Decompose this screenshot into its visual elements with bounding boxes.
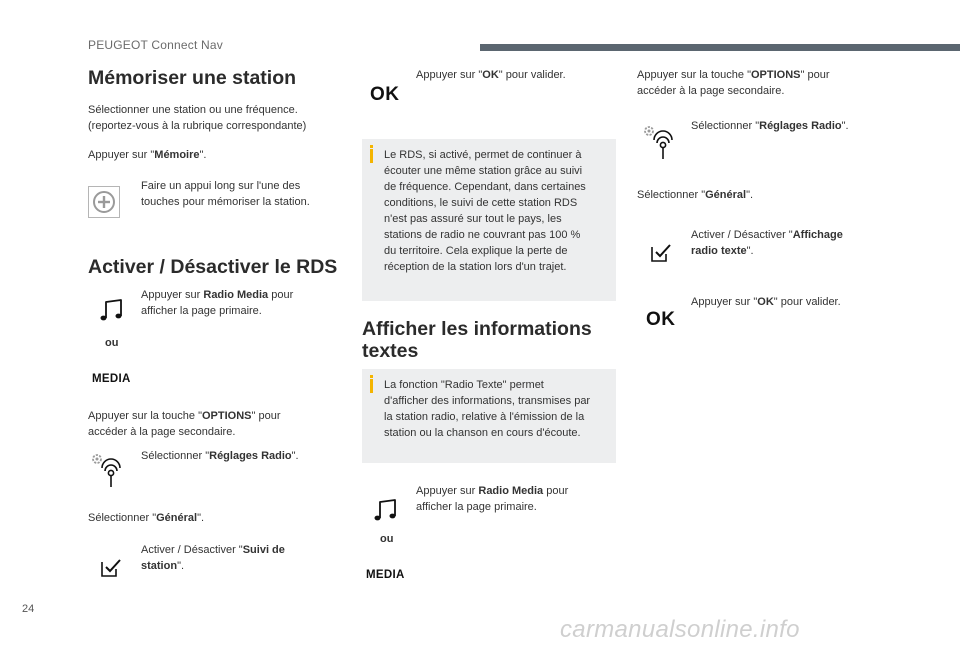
text: ".: [746, 245, 754, 257]
music-note-icon: [374, 498, 400, 522]
music-note-icon: [100, 298, 126, 322]
info-line: de fréquence. Cependant, dans certaines: [384, 181, 586, 193]
text: Appuyer sur ": [691, 296, 758, 308]
text: " pour valider.: [498, 69, 566, 81]
text-bold: Radio Media: [203, 289, 269, 301]
paragraph-line: Sélectionner une station ou une fréquence.: [88, 104, 298, 116]
text: ".: [177, 560, 185, 572]
text: Activer / Désactiver ": [691, 229, 793, 241]
text-bold: OK: [757, 296, 774, 308]
media-button-label: MEDIA: [366, 569, 405, 581]
instruction: [88, 408, 280, 440]
text: Activer / Désactiver ": [141, 544, 243, 556]
title-line: textes: [362, 340, 419, 362]
text: pour: [543, 485, 569, 497]
text: Appuyer sur: [416, 485, 479, 497]
step-text: [141, 287, 293, 319]
ok-button-label: OK: [370, 84, 400, 105]
watermark: carmanualsonline.info: [560, 616, 800, 643]
text: ".: [291, 450, 299, 462]
text-line: accéder à la page secondaire.: [88, 426, 236, 438]
text: pour: [268, 289, 294, 301]
info-line: Le RDS, si activé, permet de continuer à: [384, 149, 582, 161]
section-title-memoriser: Mémoriser une station: [88, 67, 297, 89]
section-title-rds: Activer / Désactiver le RDS: [88, 256, 338, 278]
ok-button-label: OK: [646, 309, 676, 330]
instruction: [637, 187, 753, 203]
info-line: conditions, le suivi de cette station RDS: [384, 197, 578, 209]
text: " pour: [800, 69, 830, 81]
text-bold: Réglages Radio: [209, 450, 292, 462]
text: ".: [199, 149, 207, 161]
text: Appuyer sur: [141, 289, 204, 301]
text-bold: radio texte: [691, 245, 747, 257]
step-text: [416, 67, 566, 83]
text-bold: OPTIONS: [750, 69, 801, 81]
page-number: 24: [22, 603, 35, 615]
step-text: [691, 227, 843, 259]
info-line: station ou la chanson en cours d'écoute.: [384, 427, 581, 439]
text: Appuyer sur ": [416, 69, 483, 81]
text-bold: Général: [705, 189, 747, 201]
step-text: [691, 294, 841, 310]
info-box-radiotexte: [362, 369, 616, 463]
info-line: réception de la station lors d'un trajet.: [384, 261, 567, 273]
info-line: stations de radio ne couvrant pas 100 %: [384, 229, 581, 241]
info-line: d'afficher des informations, transmises par: [384, 395, 591, 407]
step-text: [416, 483, 568, 515]
info-text: [384, 377, 608, 441]
text-line: accéder à la page secondaire.: [637, 85, 785, 97]
info-line: La fonction "Radio Texte" permet: [384, 379, 544, 391]
text-bold: Mémoire: [154, 149, 200, 161]
info-icon-dot: [370, 375, 373, 378]
text-bold: OK: [482, 69, 499, 81]
info-text: [384, 147, 608, 275]
radio-settings-icon: [642, 124, 676, 160]
step-text: [141, 542, 285, 574]
checkbox-icon: [101, 558, 123, 578]
info-box-rds: [362, 139, 616, 301]
section-title-textes: [362, 318, 592, 362]
or-label: ou: [105, 337, 119, 349]
header-bar: [480, 44, 960, 51]
info-icon-bar: [370, 379, 373, 393]
instruction: [88, 147, 207, 163]
or-label: ou: [380, 533, 394, 545]
paragraph: [88, 102, 306, 134]
text-line: touches pour mémoriser la station.: [141, 196, 310, 208]
info-icon-dot: [370, 145, 373, 148]
text-bold: Général: [156, 512, 198, 524]
info-line: la station radio, relative à l'émission de la: [384, 411, 585, 423]
text: Sélectionner ": [88, 512, 157, 524]
text-bold: Affichage: [792, 229, 843, 241]
text-bold: Suivi de: [242, 544, 285, 556]
text-line: afficher la page primaire.: [141, 305, 262, 317]
text-bold: Réglages Radio: [759, 120, 842, 132]
instruction: [88, 510, 204, 526]
text-bold: OPTIONS: [201, 410, 252, 422]
step-text: [141, 448, 299, 464]
step-text: [141, 178, 310, 210]
info-line: écouter une même station grâce au suivi: [384, 165, 583, 177]
info-icon-bar: [370, 149, 373, 163]
checkbox-icon: [651, 243, 673, 263]
text: Sélectionner ": [141, 450, 210, 462]
text: Appuyer sur ": [88, 149, 155, 161]
media-button-label: MEDIA: [92, 373, 131, 385]
info-line: du territoire. Cela explique la perte de: [384, 245, 568, 257]
radio-settings-icon: [90, 452, 124, 488]
text: ".: [197, 512, 205, 524]
text: Sélectionner ": [637, 189, 706, 201]
text: ".: [841, 120, 849, 132]
text-bold: station: [141, 560, 178, 572]
text: Appuyer sur la touche ": [88, 410, 202, 422]
plus-button-icon: [88, 186, 120, 218]
paragraph-line: (reportez-vous à la rubrique correspondante): [88, 120, 307, 132]
text-line: afficher la page primaire.: [416, 501, 537, 513]
text: ".: [746, 189, 754, 201]
title-line: Afficher les informations: [362, 318, 592, 340]
text-line: Faire un appui long sur l'une des: [141, 180, 301, 192]
text-bold: Radio Media: [478, 485, 544, 497]
text: Sélectionner ": [691, 120, 760, 132]
instruction: [637, 67, 829, 99]
header-label: PEUGEOT Connect Nav: [88, 38, 223, 52]
text: " pour valider.: [773, 296, 841, 308]
text: " pour: [251, 410, 281, 422]
step-text: [691, 118, 849, 134]
info-line: n'est pas assuré sur tout le pays, les: [384, 213, 562, 225]
text: Appuyer sur la touche ": [637, 69, 751, 81]
